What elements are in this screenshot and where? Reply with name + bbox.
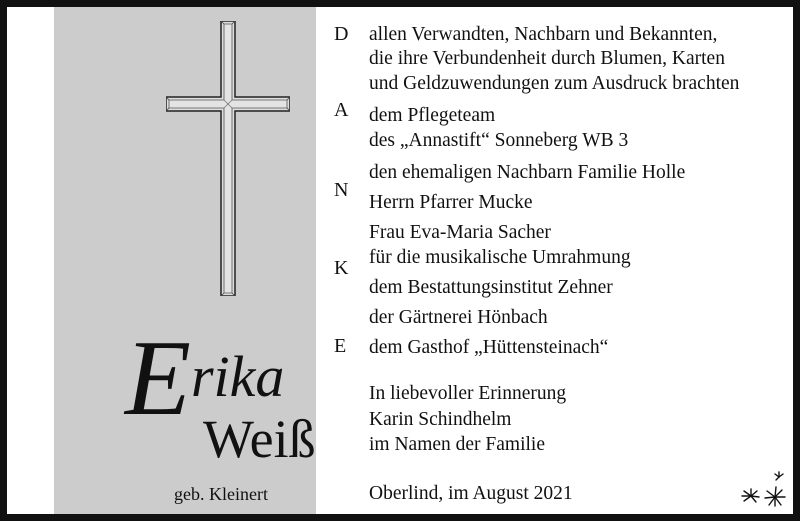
acrostic-letter-d: D bbox=[334, 23, 349, 45]
first-name-rest: rika bbox=[190, 344, 285, 409]
first-name bbox=[125, 307, 285, 438]
first-name-initial: E bbox=[125, 319, 191, 438]
thanks-line: allen Verwandten, Nachbarn und Bekannten, bbox=[369, 24, 718, 45]
thanks-line: dem Gasthof „Hüttensteinach“ bbox=[369, 337, 609, 358]
acrostic-letter-a: A bbox=[334, 99, 349, 121]
thanks-line: Herrn Pfarrer Mucke bbox=[369, 192, 533, 213]
last-name: Weiß bbox=[203, 409, 316, 469]
acrostic-letter-e: E bbox=[334, 335, 347, 357]
name-panel bbox=[54, 7, 316, 514]
thanks-line: die ihre Verbundenheit durch Blumen, Karten bbox=[369, 48, 725, 69]
signature-line: im Namen der Familie bbox=[369, 434, 545, 455]
cross-icon bbox=[166, 21, 290, 296]
place-date: Oberlind, im August 2021 bbox=[369, 483, 573, 504]
thanks-line: dem Bestattungsinstitut Zehner bbox=[369, 277, 613, 298]
acrostic-letter-n: N bbox=[334, 179, 349, 201]
signature-line: Karin Schindhelm bbox=[369, 409, 512, 430]
signature-line: In liebevoller Erinnerung bbox=[369, 383, 567, 404]
thanks-line: und Geldzuwendungen zum Ausdruck brachten bbox=[369, 73, 740, 94]
maiden-name: geb. Kleinert bbox=[174, 484, 268, 504]
thanks-line: dem Pflegeteam bbox=[369, 105, 496, 126]
thanks-line: der Gärtnerei Hönbach bbox=[369, 307, 548, 328]
thanks-line: des „Annastift“ Sonneberg WB 3 bbox=[369, 130, 629, 151]
flowers-icon bbox=[735, 467, 789, 511]
thanks-line: den ehemaligen Nachbarn Familie Holle bbox=[369, 162, 686, 183]
thanks-line: für die musikalische Umrahmung bbox=[369, 247, 631, 268]
acrostic-letter-k: K bbox=[334, 257, 349, 279]
thanks-line: Frau Eva-Maria Sacher bbox=[369, 222, 551, 243]
